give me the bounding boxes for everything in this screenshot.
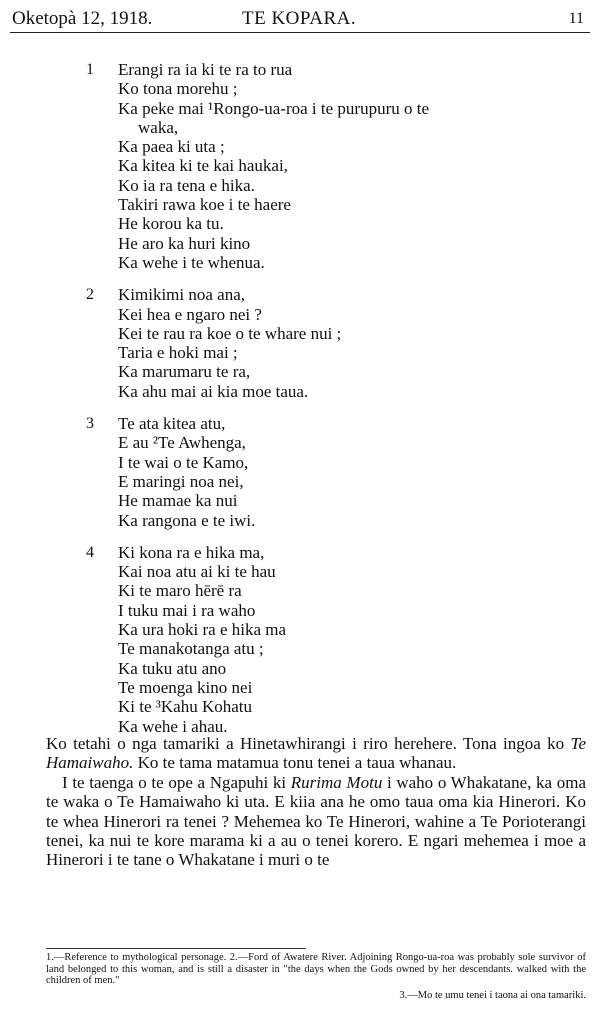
poem-line: Ka paea ki uta ; [118,137,225,157]
journal-title: TE KOPARA. [242,8,357,29]
poem-line: Kei hea e ngaro nei ? [118,304,262,324]
poem-line: Ka kitea ki te kai haukai, [118,156,288,176]
poem-line: waka, [138,117,179,137]
poem-line: E au ²Te Awhenga, [118,433,246,453]
poem-line: Ka tuku atu ano [118,658,227,678]
poem-line: Ko ia ra tena e hika. [118,175,255,195]
poem-line: Kimikimi noa ana, [118,285,246,305]
page-number: 11 [568,10,584,27]
paragraph-text: i waho o Whakatane, ka oma te waka o Te Hamaiwaho ki uta. E kiia ana he omo taua oma kia Hinerori. Ko te whea Hinerori ra tenei ? Mehemea ko Te Hinerori, wahine a Te Porioterangi tenei, ka nui te kore marama ki a au o tenei korero. E ngari mehemea i moe a Hinerori i te tane o Whakatane i muri o te [46,772,586,870]
poem-line: Ka peke mai ¹Rongo-ua-roa i te purupuru o te [118,98,429,118]
poem-line: Takiri rawa koe i te haere [118,195,291,215]
issue-date: Oketopà 12, 1918. [12,8,153,29]
poem-line: I tuku mai i ra waho [118,600,256,620]
stanza [0,285,600,401]
poem-line: Ki te ³Kahu Kohatu [118,697,252,717]
stanza [0,60,600,272]
poem-line: Ka ura hoki ra e hika ma [118,620,287,640]
poem-line: Ka rangona e te iwi. [118,510,256,530]
stanza-number: 3 [86,415,94,433]
paragraph-text: I te taenga o te ope a Ngapuhi ki [62,772,291,792]
poem-line: Kai noa atu ai ki te hau [118,562,276,582]
poem-line: Ka wehe i ahau. [118,716,228,736]
paragraph [46,734,586,773]
stanza [0,414,600,530]
poem-line: Te ata kitea atu, [118,414,226,434]
poem-line: Ka marumaru te ra, [118,362,251,382]
paragraph-text: Ko te tama matamua tonu tenei a taua whanau. [133,753,457,773]
poem-line: Ko tona morehu ; [118,79,238,99]
poem-line: Ki kona ra e hika ma, [118,542,265,562]
stanza [0,543,600,736]
footnote-3: 3.—Mo te umu tenei i taona ai ona tamariki. [399,989,586,1001]
footnote-1-2: 1.—Reference to mythological personage. 2.—Ford of Awatere River. Adjoining Rongo-ua-roa was probably sole survivor of land belonged to this woman, and is still a disaster in "the days when the Gods owned by her descendants. walked with the children of men." [46,952,586,986]
header-rule [10,32,590,33]
italic-name: Te Hamaiwaho. [46,734,586,773]
prose-body [46,734,586,870]
poem-line: He aro ka huri kino [118,233,251,253]
paragraph-text: Ko tetahi o nga tamariki a Hinetawhirangi i riro herehere. Tona ingoa ko [46,734,571,753]
page-header [12,6,584,32]
stanza-number: 4 [86,543,94,561]
poem [0,60,600,749]
poem-line: Te moenga kino nei [118,677,253,697]
italic-place: Rurima Motu [290,772,383,792]
poem-line: He korou ka tu. [118,214,224,234]
poem-line: Ki te maro hērē ra [118,581,242,601]
poem-line: I te wai o te Kamo, [118,452,249,472]
poem-line: Ka wehe i te whenua. [118,252,265,272]
paragraph [46,773,586,870]
poem-line: Taria e hoki mai ; [118,343,238,363]
poem-line: Erangi ra ia ki te ra to rua [118,60,293,79]
stanza-number: 1 [86,61,94,78]
poem-line: E maringi noa nei, [118,471,244,491]
poem-line: Ka ahu mai ai kia moe taua. [118,381,309,401]
footnote-rule [46,948,306,949]
poem-line: Te manakotanga atu ; [118,639,264,659]
poem-line: He mamae ka nui [118,491,238,511]
footnotes [46,952,586,1001]
stanza-number: 2 [86,286,94,304]
poem-line: Kei te rau ra koe o te whare nui ; [118,323,342,343]
